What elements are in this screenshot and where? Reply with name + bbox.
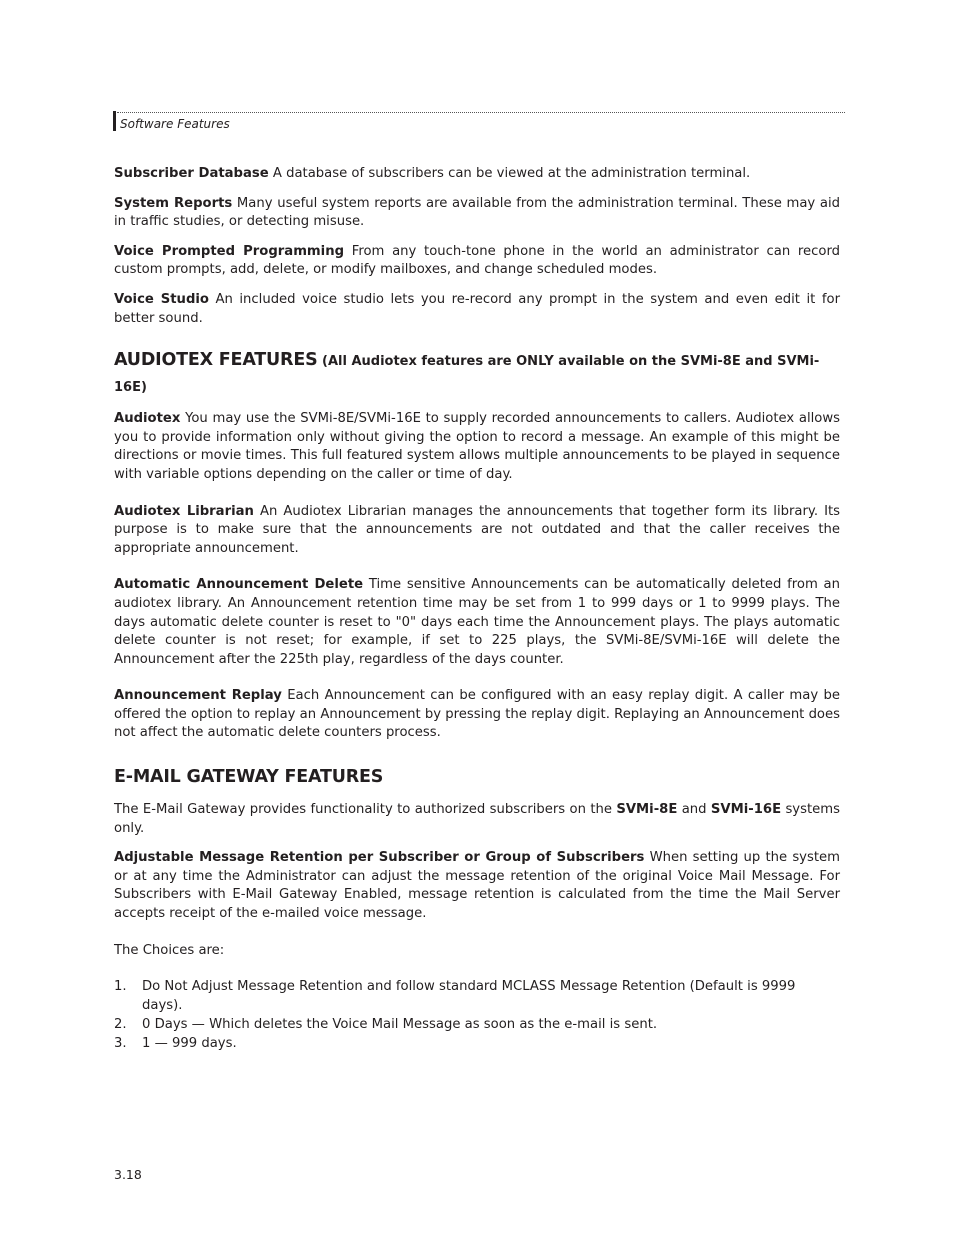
text-message-retention: When setting up the system or at any time the Administrator can adjust the message retention of the original Voice Mail Message. For Subscribers with E-Mail Gateway Enabled, message retention is calculated from the time the Mail Server accepts receipt of the e-mailed voice message.	[114, 850, 840, 922]
paragraph-automatic-announcement-delete	[114, 576, 840, 669]
paragraph-audiotex	[114, 410, 840, 484]
paragraph-message-retention	[114, 849, 840, 923]
list-item	[114, 1035, 840, 1054]
header-dotted-rule	[117, 112, 845, 113]
text-audiotex: You may use the SVMi-8E/SVMi-16E to supply recorded announcements to callers. Audiotex allows you to provide information only without giving the option to record a message. An example of this might be directions or movie times. This full featured system allows multiple announcements to be played in sequence with variable options depending on the caller or time of day.	[114, 411, 840, 482]
list-item-text: Do Not Adjust Message Retention and follow standard MCLASS Message Retention (Default is 9999 days).	[142, 979, 796, 1014]
list-item-text: 0 Days — Which deletes the Voice Mail Message as soon as the e-mail is sent.	[142, 1016, 658, 1032]
email-intro-and: and	[677, 802, 711, 818]
heading-audiotex-note: (All Audiotex features are ONLY available on the SVMi-8E and SVMi-16E)	[114, 354, 820, 396]
choices-label: The Choices are:	[114, 942, 225, 958]
term-voice-studio: Voice Studio	[114, 291, 209, 307]
term-announcement-replay: Announcement Replay	[114, 688, 282, 704]
paragraph-voice-prompted-programming	[114, 243, 840, 280]
list-item-number: 1.	[114, 979, 127, 995]
list-item	[114, 1016, 840, 1035]
header-section-title: Software Features	[120, 117, 230, 131]
term-system-reports: System Reports	[114, 195, 233, 211]
list-item-text: 1 — 999 days.	[142, 1035, 237, 1051]
email-model-svmi-8e: SVMi-8E	[616, 802, 678, 818]
email-intro-before: The E-Mail Gateway provides functionality to authorized subscribers on the	[114, 802, 617, 818]
heading-audiotex-title: AUDIOTEX FEATURES	[114, 350, 318, 371]
text-audiotex-librarian: An Audiotex Librarian manages the announcements that together form its library. Its purpose is to make sure that the announcements are not outdated and that the caller receives the appropriate announcement.	[114, 503, 840, 556]
paragraph-system-reports	[114, 195, 840, 232]
heading-email-gateway-features: E-MAIL GATEWAY FEATURES	[114, 767, 384, 788]
header-marker-bar	[113, 111, 116, 131]
text-voice-studio: An included voice studio lets you re-record any prompt in the system and even edit it for better sound.	[114, 291, 840, 326]
term-subscriber-database: Subscriber Database	[114, 166, 269, 181]
term-automatic-announcement-delete: Automatic Announcement Delete	[114, 577, 364, 593]
list-item-number: 2.	[114, 1016, 127, 1032]
heading-audiotex-features	[114, 348, 840, 400]
text-voice-prompted-programming: From any touch-tone phone in the world an administrator can record custom prompts, add, delete, or modify mailboxes, and change scheduled modes.	[114, 243, 840, 278]
paragraph-email-intro	[114, 801, 840, 838]
paragraph-announcement-replay	[114, 687, 840, 743]
text-subscriber-database: A database of subscribers can be viewed at the administration terminal.	[268, 166, 751, 181]
paragraph-audiotex-librarian	[114, 503, 840, 559]
page-content	[114, 165, 840, 1053]
choices-list	[114, 978, 840, 1053]
list-item	[114, 978, 840, 1016]
term-voice-prompted-programming: Voice Prompted Programming	[114, 243, 345, 259]
text-announcement-replay: Each Announcement can be configured with an easy replay digit. A caller may be offered the option to replay an Announcement by pressing the replay digit. Replaying an Announcement does not affect the automatic delete counters process.	[114, 688, 840, 741]
email-intro-after: systems only.	[114, 802, 840, 836]
paragraph-subscriber-database	[114, 165, 840, 184]
page-number: 3.18	[114, 1167, 142, 1182]
email-model-svmi-16e: SVMi-16E	[710, 802, 782, 818]
running-header	[113, 111, 845, 133]
list-item-number: 3.	[114, 1035, 127, 1051]
term-audiotex: Audiotex	[114, 411, 181, 427]
term-audiotex-librarian: Audiotex Librarian	[114, 503, 254, 519]
term-message-retention: Adjustable Message Retention per Subscriber or Group of Subscribers	[114, 850, 645, 866]
text-automatic-announcement-delete: Time sensitive Announcements can be automatically deleted from an audiotex library. An Announcement retention time may be set from 1 to 999 days or 1 to 9999 plays. The days automatic delete counter is reset to "0" days each time the Announcement plays. The plays automatic delete counter is not reset; for example, if set to 225 plays, the SVMi-8E/SVMi-16E will delete the Announcement after the 225th play, regardless of the days counter.	[114, 577, 840, 667]
text-system-reports: Many useful system reports are available from the administration terminal. These may aid in traffic studies, or detecting misuse.	[114, 195, 841, 230]
paragraph-voice-studio	[114, 291, 840, 328]
